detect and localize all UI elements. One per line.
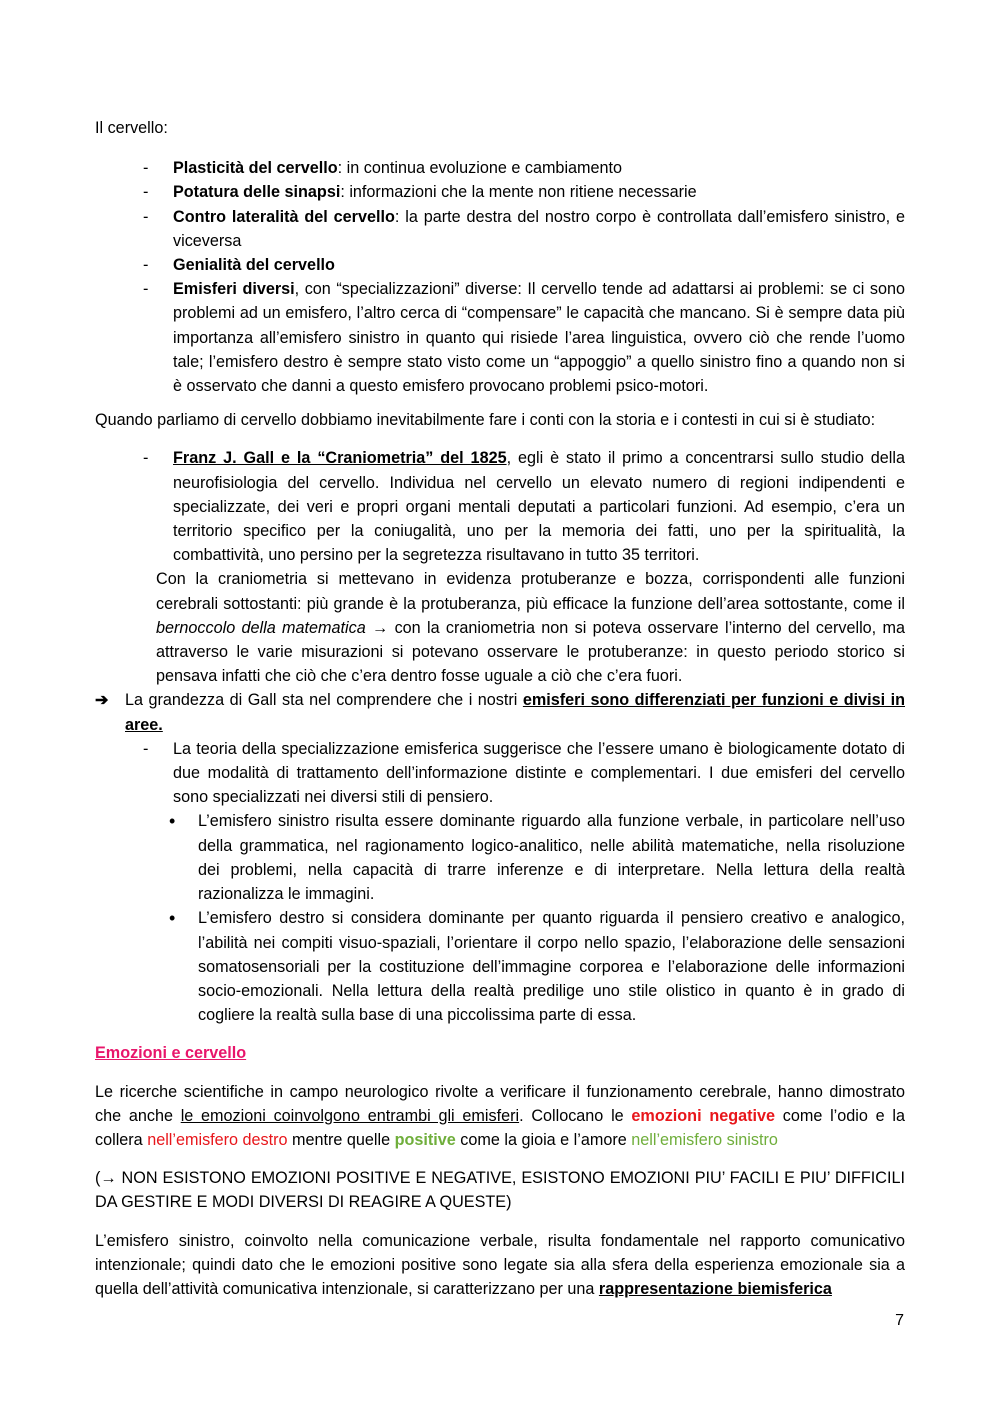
list-item: • L’emisfero destro si considera dominante per quanto riguarda il pensiero creativo e analogico, l’abilità nei compiti visuo-spaziali, l’orientare il corpo nello spazio, l’elaborazione delle sensazioni somatosensoriali per la costituzione dell’immagine corporea e l’elaborazione delle informazioni socio-emozionali. Nella lettura della realtà predilige uno stile olistico in quanto è in grado di cogliere la realtà sulla base di una piccolissima parte di essa. (95, 906, 905, 1027)
gall-title: Franz J. Gall e la “Craniometria” del 1825 (173, 449, 507, 468)
list-item: - Franz J. Gall e la “Craniometria” del 1825, egli è stato il primo a concentrarsi sullo studio della neurofisiologia del cervello. Individua nel cervello un elevato numero di regioni indipendenti e specializzate, dei veri e propri organi mentali deputati a particolari funzioni. Ad esempio, c’era un territorio specifico per la coniugalità, uno per la memoria dei fatti, uno per la spiritualità, la combattività, uno persino per la segretezza risultavano in tutto 35 territori. (95, 446, 905, 567)
list-item: - Genialità del cervello (95, 253, 905, 277)
intro-line: Il cervello: (95, 119, 168, 137)
list-item: - Emisferi diversi, con “specializzazioni” diverse: Il cervello tende ad adattarsi ai problemi: se ci sono problemi ad un emisfero, l’altro cerca di “compensare” le capacità che mancano. Si è sempre data più importanza all’emisfero sinistro in quanto qui risiede l’area linguistica, ovvero ciò che rende l’uomo tale; l’emisfero destro è sempre stato visto come un “appoggio” a quello sinistro fino a quando non si è osservato che danni a questo emisfero provocano problemi psico-motori. (95, 277, 905, 398)
section-heading: Emozioni e cervello (95, 1044, 247, 1063)
list-item: - Plasticità del cervello: in continua evoluzione e cambiamento (95, 156, 905, 180)
hemisphere-bullets (95, 809, 905, 1027)
list-item: • L’emisfero sinistro risulta essere dominante riguardo alla funzione verbale, in particolare nell’uso della grammatica, nel ragionamento logico-analitico, nelle abilità matematiche, nella risoluzione dei problemi, nella capacità di trarre inferenze e di interpretare. Nella lettura della realtà razionalizza le immagini. (95, 809, 905, 906)
arrow-icon: ➔ (95, 691, 109, 710)
list-item: - Potatura delle sinapsi: informazioni che la mente non ritiene necessarie (95, 180, 905, 204)
note-paragraph: (→ NON ESISTONO EMOZIONI POSITIVE E NEGATIVE, ESISTONO EMOZIONI PIU’ FACILI E PIU’ DIFFICILI DA GESTIRE E MODI DIVERSI DI REAGIRE A QUESTE) (95, 1169, 905, 1212)
final-paragraph: L’emisfero sinistro, coinvolto nella comunicazione verbale, risulta fondamentale nel rapporto comunicativo intenzionale; quindi dato che le emozioni positive sono legate sia alla sfera della esperienza emozionale sia a quella dell’attività comunicativa intenzionale, si caratterizzano per una rappresentazione biemisferica (95, 1231, 905, 1298)
list-item: - Contro lateralità del cervello: la parte destra del nostro corpo è controllata dall’emisfero sinistro, e viceversa (95, 205, 905, 253)
brain-features-list (95, 156, 905, 398)
gall-list (95, 446, 905, 567)
theory-list (95, 737, 905, 810)
list-item: - La teoria della specializzazione emisferica suggerisce che l’essere umano è biologicamente dotato di due modalità di trattamento dell’informazione distinte e complementari. I due emisferi del cervello sono specializzati nei diversi stili di pensiero. (95, 737, 905, 810)
arrow-icon: → (365, 618, 395, 637)
craniometria-paragraph: Con la craniometria si mettevano in evidenza protuberanze e bozza, corrispondenti alle funzioni cerebrali sottostanti: più grande è la protuberanza, più efficace la funzione dell’area sottostante, come il bernoccolo della matematica → con la craniometria non si poteva osservare l’interno del cervello, ma attraverso le varie misurazioni si potevano osservare le protuberanze: in questo periodo storico si pensava infatti che ciò che c’era dentro fosse uguale a ciò che c’era fuori. (156, 570, 905, 686)
gall-greatness-item: ➔ La grandezza di Gall sta nel comprendere che i nostri emisferi sono differenziati per funzioni e divisi in aree. (95, 688, 905, 736)
page-number: 7 (895, 1312, 904, 1329)
document-page (95, 116, 905, 1301)
research-paragraph: Le ricerche scientifiche in campo neurologico rivolte a verificare il funzionamento cerebrale, hanno dimostrato che anche le emozioni coinvolgono entrambi gli emisferi. Collocano le emozioni negative come l’odio e la collera nell’emisfero destro mentre quelle positive come la gioia e l’amore nell’emisfero sinistro (95, 1082, 905, 1149)
history-paragraph: Quando parliamo di cervello dobbiamo inevitabilmente fare i conti con la storia e i contesti in cui si è studiato: (95, 411, 876, 430)
